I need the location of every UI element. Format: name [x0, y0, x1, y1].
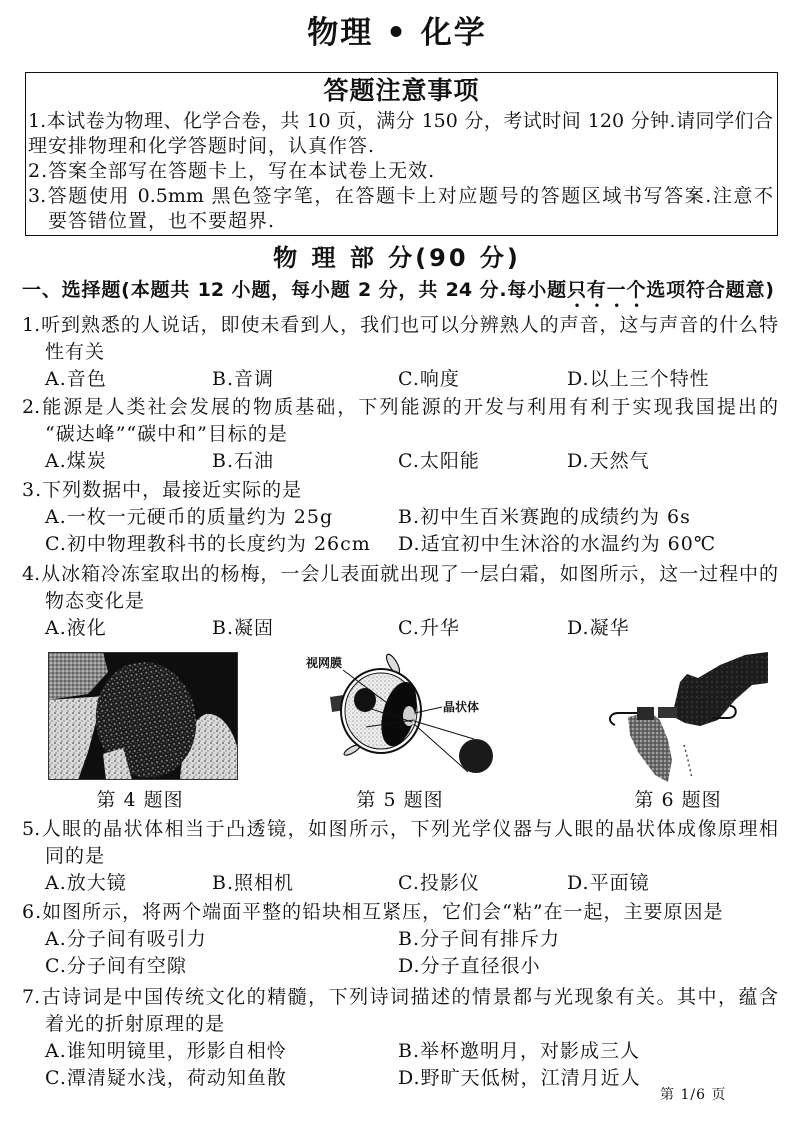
question-text-line: 4.从冰箱冷冻室取出的杨梅，一会儿表面就出现了一层白霜，如图所示，这一过程中的: [22, 563, 778, 585]
option-b: B.照相机: [212, 872, 295, 894]
notice-item-1-line-1: 1.本试卷为物理、化学合卷，共 10 页，满分 150 分，考试时间 120 分钟.请同学们合理: [28, 110, 773, 157]
question-text-line: 物态变化是: [45, 590, 146, 612]
figure-6-caption: 第 6 题图: [634, 789, 722, 811]
option-b: B.初中生百米赛跑的成绩约为 6s: [398, 506, 691, 528]
option-c: C.潭清疑水浅，荷动知鱼散: [45, 1067, 287, 1089]
option-a: A.分子间有吸引力: [45, 928, 207, 950]
options-row: [22, 1038, 778, 1065]
question-text-line: 6.如图所示，将两个端面平整的铅块相互紧压，它们会“粘”在一起，主要原因是: [22, 901, 724, 923]
question-5: [22, 816, 778, 897]
options-row: [22, 953, 778, 980]
frosted-bayberry-photo-icon: [48, 652, 238, 780]
option-a: A.音色: [45, 368, 107, 390]
option-b: B.凝固: [212, 617, 275, 639]
options-row: [22, 448, 778, 475]
options-row: [22, 504, 778, 531]
question-text-line: “碳达峰”“碳中和”目标的是: [45, 423, 288, 445]
part-title: 物 理 部 分(90 分): [273, 244, 521, 272]
question-text-line: 3.下列数据中，最接近实际的是: [22, 479, 303, 501]
option-a: A.谁知明镜里，形影自相怜: [45, 1040, 287, 1062]
page-number: 第 1/6 页: [660, 1087, 727, 1103]
retina-label: 视网膜: [306, 656, 343, 670]
question-text-line: 同的是: [45, 845, 106, 867]
notice-item-3-line-2: 要答错位置，也不要超界.: [48, 210, 276, 232]
notice-list: [28, 109, 773, 234]
question-1: [22, 312, 778, 393]
option-b: B.石油: [212, 450, 275, 472]
figure-4-caption: 第 4 题图: [96, 789, 184, 811]
options-row: [22, 531, 778, 558]
option-a: A.液化: [45, 617, 107, 639]
figure-5-caption: 第 5 题图: [356, 789, 444, 811]
section-heading-emphasis: 只有一个: [566, 279, 647, 301]
question-4: [22, 561, 778, 642]
page-title: 物理 • 化学: [307, 15, 487, 51]
option-a: A.一枚一元硬币的质量约为 25g: [45, 506, 334, 528]
notice-item-3-line-1: 3.答题使用 0.5mm 黑色签字笔，在答题卡上对应题号的答题区域书写答案.注意不: [28, 185, 773, 207]
options-row: [22, 366, 778, 393]
section-heading: [22, 277, 774, 304]
option-c: C.分子间有空隙: [45, 955, 187, 977]
option-c: C.投影仪: [398, 872, 480, 894]
section-heading-post: 选项符合题意): [646, 279, 774, 301]
question-text-line: 5.人眼的晶状体相当于凸透镜，如图所示，下列光学仪器与人眼的晶状体成像原理相: [22, 818, 778, 840]
notice-box: [25, 72, 778, 236]
option-d: D.天然气: [567, 450, 650, 472]
notice-item-2-line-1: 2.答案全部写在答题卡上，写在本试卷上无效.: [28, 160, 436, 182]
options-row: [22, 926, 778, 953]
eye-lens-diagram: [295, 650, 505, 785]
option-a: A.放大镜: [45, 872, 127, 894]
option-d: D.分子直径很小: [398, 955, 541, 977]
notice-item-1-line-2: 安排物理和化学答题时间，认真作答.: [48, 135, 376, 157]
option-d: D.平面镜: [567, 872, 650, 894]
question-text-line: 7.古诗词是中国传统文化的精髓，下列诗词描述的情景都与光现象有关。其中，蕴含: [22, 986, 778, 1008]
question-text-line: 着光的折射原理的是: [45, 1013, 226, 1035]
eye-diagram-icon: [295, 650, 505, 785]
question-text-line: 性有关: [45, 341, 106, 363]
question-2: [22, 394, 778, 475]
option-a: A.煤炭: [45, 450, 107, 472]
lens-label: 晶状体: [443, 700, 480, 714]
option-d: D.以上三个特性: [567, 368, 710, 390]
notice-title: 答题注意事项: [323, 76, 480, 105]
option-d: D.野旷天低树，江清月近人: [398, 1067, 641, 1089]
section-heading-pre: 一、选择题(本题共 12 小题，每小题 2 分，共 24 分.每小题: [22, 279, 567, 301]
options-row: [22, 615, 778, 642]
option-d: D.适宜初中生沐浴的水温约为 60℃: [398, 533, 717, 555]
question-6: [22, 899, 778, 980]
option-b: B.举杯邀明月，对影成三人: [398, 1040, 641, 1062]
option-d: D.凝华: [567, 617, 630, 639]
option-b: B.音调: [212, 368, 275, 390]
question-7: [22, 984, 778, 1092]
option-c: C.太阳能: [398, 450, 480, 472]
question-text-line: 1.听到熟悉的人说话，即使未看到人，我们也可以分辨熟人的声音，这与声音的什么特: [22, 314, 778, 336]
lead-blocks-photo-icon: [600, 650, 790, 785]
question-text-line: 2.能源是人类社会发展的物质基础，下列能源的开发与利用有利于实现我国提出的: [22, 396, 778, 418]
option-c: C.升华: [398, 617, 460, 639]
option-c: C.初中物理教科书的长度约为 26cm: [45, 533, 371, 555]
option-b: B.分子间有排斥力: [398, 928, 561, 950]
option-c: C.响度: [398, 368, 460, 390]
question-3: [22, 477, 778, 558]
options-row: [22, 870, 778, 897]
